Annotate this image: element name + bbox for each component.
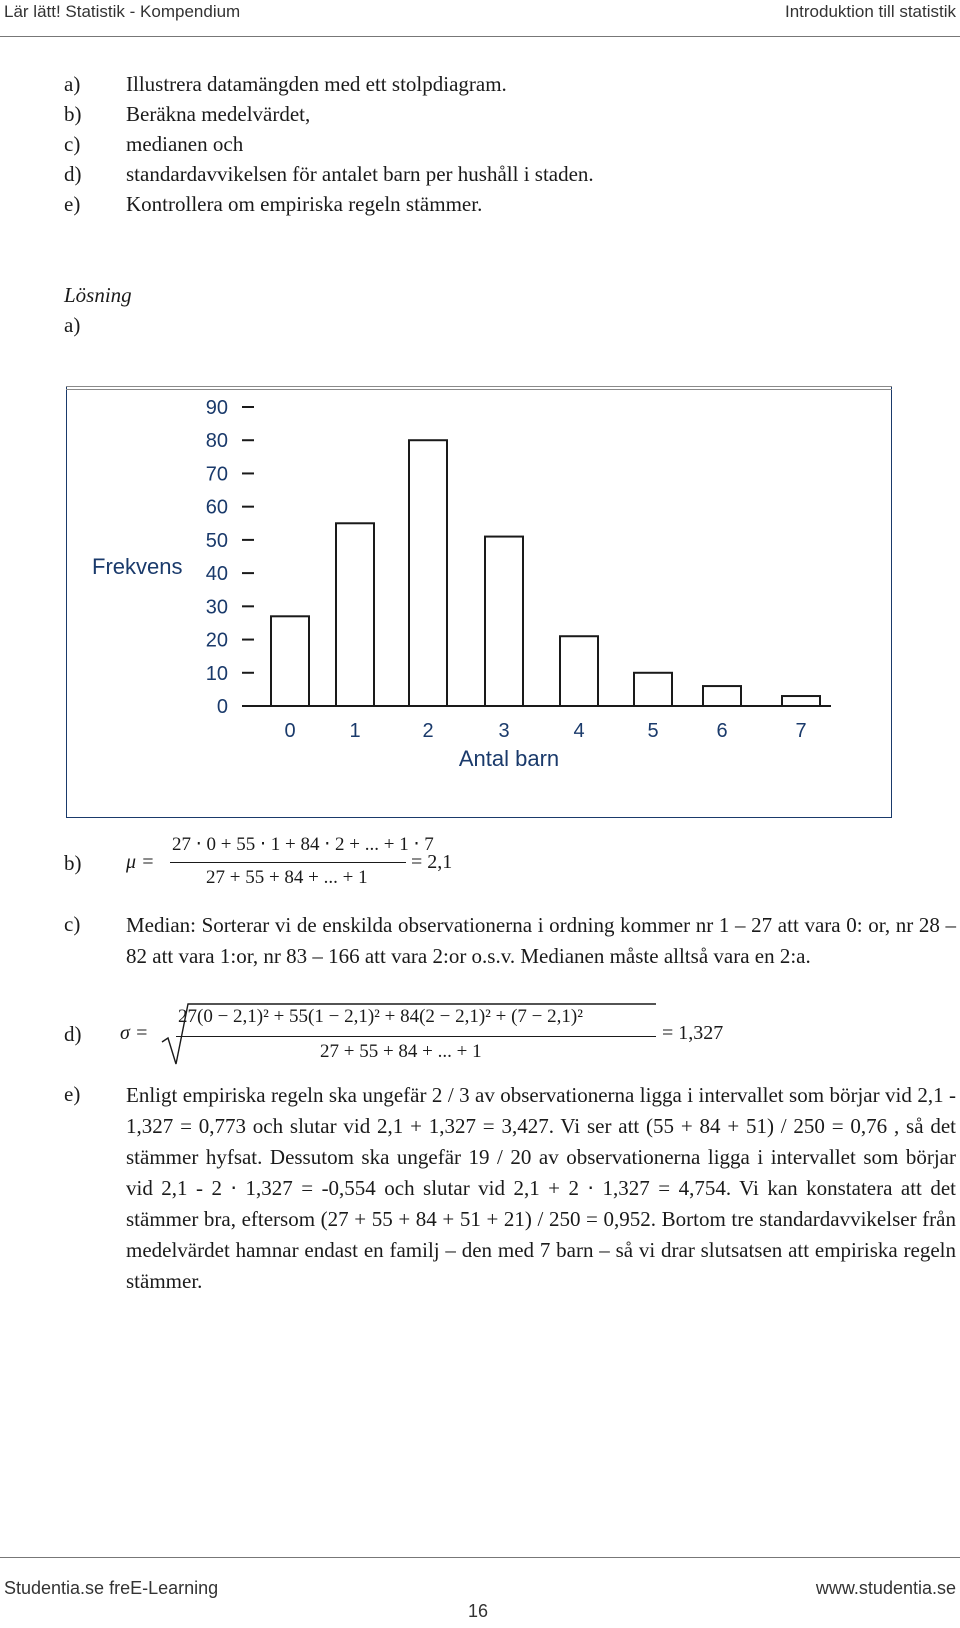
solution-heading: Lösning xyxy=(64,283,132,307)
page-header xyxy=(0,0,960,36)
part-d-label: d) xyxy=(64,1022,82,1046)
header-title: Lär lätt! Statistik - Kompendium xyxy=(4,2,241,21)
part-e-text: Enligt empiriska regeln ska ungefär 2 / 3 av observationerna ligga i intervallet som börjar vid 2,1 - 1,327 = 0,773 och slutar vid 2,1 + 1,327 = 3,427. Vi ser att (55 + 84 + 51) / 250 = 0,76 , så det stämmer hyfsat. Dessutom ska ungefär 19 / 20 av observationerna ligga i intervallet som börjar vid 2,1 - 2 ⋅ 1,327 = -0,554 och slutar vid 2,1 + 2 ⋅ 1,327 = 4,754. Vi kan konstatera att det stämmer bra, eftersom (27 + 55 + 84 + 51 + 21) / 250 = 0,952. Bortom tre standardavvikelser från medelvärdet hamnar endast en familj – den med 7 barn – så vi drar slutsatsen att empiriska regeln stämmer. xyxy=(126,1083,956,1293)
question-label: b) xyxy=(64,102,82,126)
question-text: Illustrera datamängden med ett stolpdiagram. xyxy=(126,72,507,96)
question-item xyxy=(64,189,482,219)
x-tick-label: 2 xyxy=(422,720,434,742)
std-result: = 1,327 xyxy=(662,1022,724,1044)
part-c-text: Median: Sorterar vi de enskilda observationerna i ordning kommer nr 1 – 27 att vara 0: or, nr 28 – 82 att vara 1:or, nr 83 – 166 att vara 2:or o.s.v. Medianen måste alltså vara en 2:a. xyxy=(126,913,956,968)
mean-fraction-bar xyxy=(170,862,406,863)
question-text: Kontrollera om empiriska regeln stämmer. xyxy=(126,192,483,216)
mean-denominator: 27 + 55 + 84 + ... + 1 xyxy=(206,867,368,888)
question-label: d) xyxy=(64,162,82,186)
bars xyxy=(271,440,820,706)
footer-divider xyxy=(0,1557,960,1558)
y-tick-label: 30 xyxy=(205,596,228,619)
part-c-label: c) xyxy=(64,912,81,936)
x-tick-label: 4 xyxy=(573,720,585,742)
x-tick-label: 7 xyxy=(795,720,807,742)
header-section: Introduktion till statistik xyxy=(784,2,956,21)
question-item xyxy=(64,69,507,99)
question-text: Beräkna medelvärdet, xyxy=(126,102,311,126)
y-tick-label: 0 xyxy=(216,696,228,718)
bar-chart xyxy=(66,386,892,818)
question-item xyxy=(64,159,594,189)
page-number: 16 xyxy=(468,1601,489,1621)
question-label: e) xyxy=(64,192,81,216)
y-axis-label: Frekvens xyxy=(92,554,183,579)
y-tick-label: 20 xyxy=(205,629,228,652)
bar xyxy=(782,696,820,706)
x-tick-label: 0 xyxy=(284,720,296,742)
question-text: standardavvikelsen för antalet barn per hushåll i staden. xyxy=(126,162,594,186)
y-tick-label: 10 xyxy=(205,662,228,685)
x-tick-label: 6 xyxy=(716,720,728,742)
bar xyxy=(336,523,374,706)
y-tick-label: 70 xyxy=(205,463,228,486)
std-symbol: σ = xyxy=(120,1022,149,1044)
question-item xyxy=(64,129,243,159)
bar xyxy=(271,616,309,706)
x-tick-label: 3 xyxy=(498,720,510,742)
question-item xyxy=(64,99,310,129)
y-tick-label: 60 xyxy=(205,496,228,519)
question-label: a) xyxy=(64,72,81,96)
std-fraction-bar xyxy=(176,1036,656,1037)
bar xyxy=(409,440,447,706)
footer-brand: Studentia.se freE-Learning xyxy=(4,1578,219,1598)
footer-url: www.studentia.se xyxy=(815,1578,956,1598)
std-denominator: 27 + 55 + 84 + ... + 1 xyxy=(320,1041,482,1062)
mean-numerator: 27 ⋅ 0 + 55 ⋅ 1 + 84 ⋅ 2 + ... + 1 ⋅ 7 xyxy=(172,834,434,855)
std-numerator: 27(0 − 2,1)² + 55(1 − 2,1)² + 84(2 − 2,1)² + (7 − 2,1)² xyxy=(178,1006,583,1027)
bar xyxy=(560,636,598,706)
header-divider xyxy=(0,36,960,37)
question-label: c) xyxy=(64,132,81,156)
mean-symbol: μ = xyxy=(126,851,155,873)
x-axis xyxy=(248,706,831,742)
bar xyxy=(634,673,672,706)
x-axis-label: Antal barn xyxy=(458,746,560,771)
x-tick-label: 5 xyxy=(647,720,659,742)
bar xyxy=(703,686,741,706)
bar xyxy=(485,537,523,706)
mean-result: = 2,1 xyxy=(411,851,453,873)
part-a-label: a) xyxy=(64,313,81,337)
y-tick-label: 90 xyxy=(205,397,228,419)
y-tick-label: 80 xyxy=(205,430,228,453)
part-b-label: b) xyxy=(64,851,82,875)
y-tick-label: 40 xyxy=(205,563,228,586)
part-e-label: e) xyxy=(64,1082,81,1106)
y-tick-label: 50 xyxy=(205,529,228,552)
y-axis xyxy=(206,397,254,718)
question-text: medianen och xyxy=(126,132,244,156)
x-tick-label: 1 xyxy=(349,720,361,742)
